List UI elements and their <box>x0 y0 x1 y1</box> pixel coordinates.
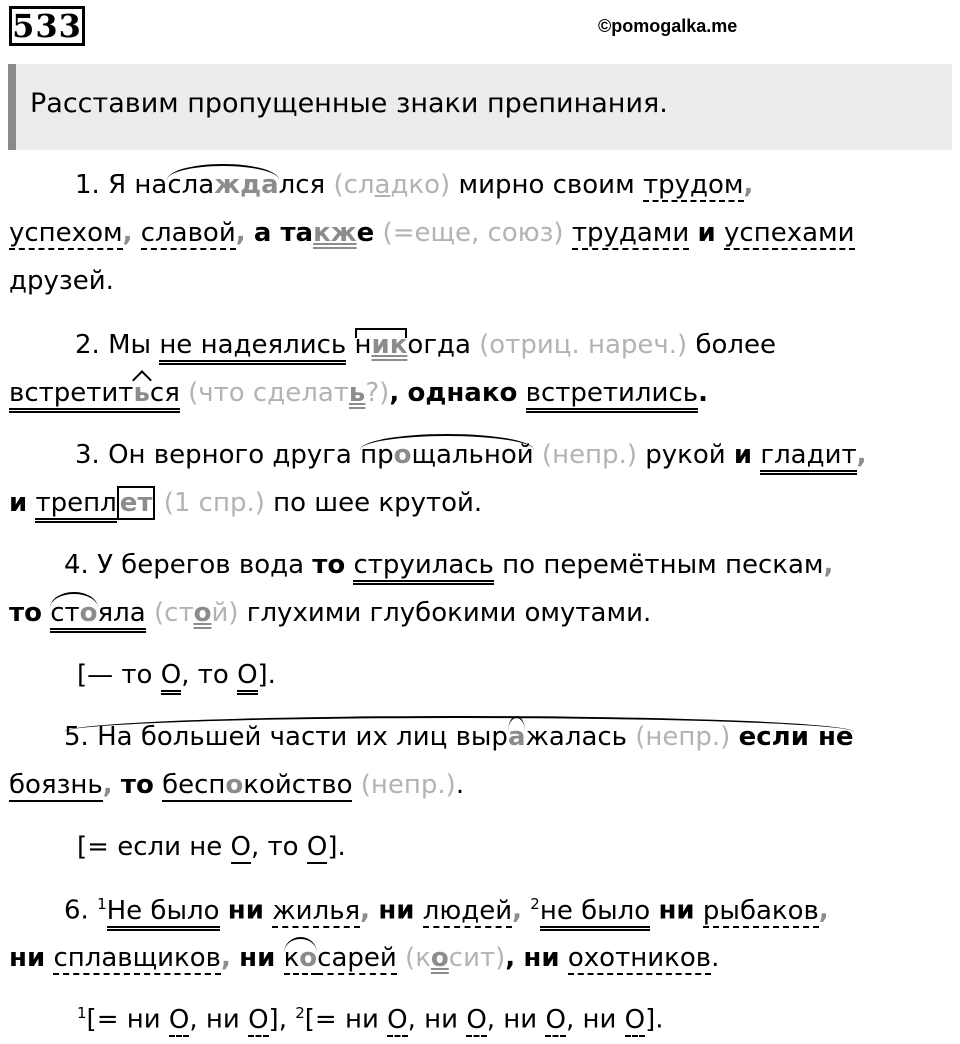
text-fragment: боязнь <box>9 770 103 800</box>
text-fragment: славой <box>140 218 236 248</box>
text-fragment: то <box>312 550 346 580</box>
text-fragment: 1 <box>77 1004 87 1022</box>
task-banner <box>8 64 952 150</box>
sentence-1-line-1 <box>75 170 753 200</box>
root-arc <box>360 440 534 470</box>
sentence-1-line-2 <box>9 218 855 248</box>
text-fragment: [= ни <box>304 1004 388 1035</box>
text-fragment: , <box>102 770 113 800</box>
text-fragment: (сл <box>333 170 375 200</box>
text-fragment: ], <box>268 1004 296 1035</box>
text-fragment: и <box>9 488 28 518</box>
prefix-mark <box>355 330 408 360</box>
text-fragment: жилья <box>272 895 361 926</box>
sentence-6-line-1 <box>64 895 829 926</box>
text-fragment: О <box>624 1004 646 1035</box>
sentence-4-line-2 <box>9 598 651 633</box>
text-fragment: ни <box>9 943 46 973</box>
text-fragment: то <box>9 598 42 628</box>
text-fragment: , <box>122 218 133 248</box>
text-fragment: ст <box>50 598 80 628</box>
text-fragment: встретились <box>526 378 698 413</box>
text-fragment: охотников <box>567 943 712 973</box>
text-fragment: О <box>545 1004 566 1035</box>
text-fragment: . <box>455 770 465 800</box>
text-fragment: 2 <box>530 895 540 913</box>
text-fragment: (отриц. нареч.) <box>479 330 688 360</box>
text-fragment: трудами <box>571 218 690 248</box>
exercise-number: 533 <box>9 6 85 46</box>
sentence-1-line-3 <box>9 266 114 296</box>
text-fragment: е <box>356 218 375 248</box>
text-fragment: ]. <box>327 832 346 862</box>
text-fragment: гладит <box>760 440 856 475</box>
text-fragment: 1 <box>97 895 107 913</box>
text-fragment: дко) <box>390 170 451 200</box>
task-text: Расставим пропущенные знаки препинания. <box>30 88 668 119</box>
text-fragment: лся <box>278 170 326 200</box>
text-fragment: яла <box>98 598 146 633</box>
text-fragment: О <box>248 1004 269 1035</box>
text-fragment: О <box>306 832 328 862</box>
text-fragment: ь <box>348 378 366 408</box>
text-fragment: й) <box>211 598 239 628</box>
text-fragment: пр <box>360 440 394 470</box>
text-fragment: О <box>168 1004 190 1035</box>
text-fragment: сплавщиков <box>53 943 221 973</box>
text-fragment: рыбаков <box>702 895 819 926</box>
text-fragment: 3. Он верного друга <box>75 440 352 470</box>
text-fragment: , то <box>181 660 238 690</box>
text-fragment: ни <box>378 895 415 926</box>
text-fragment: (непр.) <box>360 770 456 800</box>
text-fragment: , <box>512 895 523 926</box>
text-fragment: о <box>79 598 98 628</box>
text-fragment: (ст <box>154 598 194 628</box>
text-fragment: глухими глубокими омутами. <box>246 598 652 628</box>
scheme-4 <box>77 660 276 690</box>
text-fragment: рукой <box>645 440 726 470</box>
text-fragment: ]. <box>645 1004 664 1035</box>
text-fragment: (непр.) <box>541 440 637 470</box>
text-fragment: щальной <box>411 440 534 470</box>
text-fragment: сла <box>167 170 215 200</box>
text-fragment: , <box>505 943 516 973</box>
text-fragment: койство <box>243 770 353 800</box>
text-fragment: трудом <box>642 170 744 200</box>
text-fragment: О <box>387 1004 408 1035</box>
text-fragment: н <box>354 330 372 360</box>
text-fragment: по шее крутой. <box>273 488 483 518</box>
sentence-2-line-2 <box>9 378 708 413</box>
text-fragment: ик <box>371 330 408 360</box>
text-fragment: не было <box>540 896 650 931</box>
text-fragment: , ни <box>189 1004 249 1035</box>
text-fragment: жалась <box>525 722 628 752</box>
text-fragment: успехом <box>9 218 123 248</box>
text-fragment: кж <box>313 218 357 248</box>
text-fragment: , <box>220 943 231 973</box>
text-fragment: о <box>299 943 318 973</box>
text-fragment: о <box>393 440 412 470</box>
sentence-5-line-1 <box>64 722 854 752</box>
text-fragment: , ни <box>407 1004 467 1035</box>
sentence-4-line-1 <box>64 550 833 580</box>
text-fragment: бесп <box>162 770 226 800</box>
text-fragment: , <box>235 218 246 248</box>
text-fragment: , <box>856 440 867 470</box>
text-fragment: , <box>818 895 829 926</box>
text-fragment: ни <box>239 943 276 973</box>
text-fragment: О <box>466 1004 487 1035</box>
text-fragment: трепл <box>35 488 116 523</box>
text-fragment: О <box>230 832 251 862</box>
text-fragment: если не <box>738 722 854 752</box>
text-fragment: . <box>698 378 708 408</box>
text-fragment: ни <box>523 943 560 973</box>
text-fragment: друзей. <box>9 266 114 296</box>
text-fragment: жда <box>214 170 279 200</box>
text-fragment: людей <box>422 895 513 926</box>
text-fragment: а та <box>253 218 314 248</box>
text-fragment: (1 спр.) <box>163 488 265 518</box>
text-fragment: по перемётным пескам <box>502 550 824 580</box>
text-fragment: ся <box>150 378 180 413</box>
text-fragment: сарей <box>317 943 397 973</box>
text-fragment: 1. Я на <box>75 170 168 200</box>
root-arc <box>284 943 318 975</box>
text-fragment: . <box>711 943 720 973</box>
text-fragment: , ни <box>486 1004 546 1035</box>
text-fragment: ни <box>658 895 695 926</box>
text-fragment: струилась <box>353 550 493 585</box>
text-fragment: , <box>743 170 754 200</box>
text-fragment: О <box>237 660 257 695</box>
text-fragment: (=еще, союз) <box>382 218 564 248</box>
suffix-mark: ь <box>133 378 149 413</box>
text-fragment: , то <box>251 832 307 862</box>
text-fragment: мирно своим <box>458 170 635 200</box>
sentence-6-line-2 <box>9 943 719 975</box>
text-fragment: успехами <box>724 218 855 248</box>
text-fragment: огда <box>407 330 471 360</box>
text-fragment: ?) <box>365 378 390 408</box>
scheme-5 <box>77 832 346 862</box>
text-fragment: [= ни <box>86 1004 169 1035</box>
sentence-3-line-1 <box>75 440 867 470</box>
text-fragment: О <box>161 660 181 695</box>
text-fragment: 6. <box>64 895 98 926</box>
text-fragment: встретит <box>9 378 133 413</box>
text-fragment: о <box>430 943 449 973</box>
site-watermark: ©pomogalka.me <box>598 16 738 36</box>
text-fragment: Не было <box>107 896 220 931</box>
text-fragment: , ни <box>565 1004 625 1035</box>
text-fragment: 2. Мы <box>75 330 152 360</box>
text-fragment: [— то <box>77 660 161 690</box>
root-arc <box>167 170 278 200</box>
text-fragment: (к <box>405 943 431 973</box>
text-fragment: сит) <box>448 943 506 973</box>
text-fragment: ни <box>227 895 264 926</box>
root-arc <box>50 598 97 633</box>
text-fragment: то <box>120 770 154 800</box>
text-fragment: , <box>360 895 371 926</box>
text-fragment: [= если не <box>77 832 231 862</box>
text-fragment: 2 <box>295 1004 305 1022</box>
text-fragment: и <box>733 440 753 470</box>
text-fragment: более <box>695 330 777 360</box>
text-fragment: , <box>823 550 834 580</box>
sentence-2-line-1 <box>75 330 776 360</box>
text-fragment: 5. На большей части их лиц выр <box>64 722 508 752</box>
scheme-6 <box>77 1004 664 1035</box>
text-fragment: ]. <box>257 660 276 690</box>
root-arc: а <box>507 722 526 752</box>
text-fragment: не надеялись <box>159 330 346 365</box>
text-fragment: однако <box>407 378 518 408</box>
text-fragment: о <box>193 598 212 628</box>
text-fragment: к <box>283 943 300 973</box>
text-fragment: о <box>225 770 244 800</box>
text-fragment: и <box>697 218 716 248</box>
text-fragment: (непр.) <box>635 722 731 752</box>
sentence-3-line-2 <box>9 488 482 518</box>
text-fragment: 4. У берегов вода <box>64 550 305 580</box>
text-fragment: а <box>374 170 391 200</box>
sentence-5-line-2 <box>9 770 464 800</box>
text-fragment: (что сделат <box>188 378 349 408</box>
ending-box: ет <box>117 486 156 520</box>
text-fragment: , <box>389 378 400 408</box>
